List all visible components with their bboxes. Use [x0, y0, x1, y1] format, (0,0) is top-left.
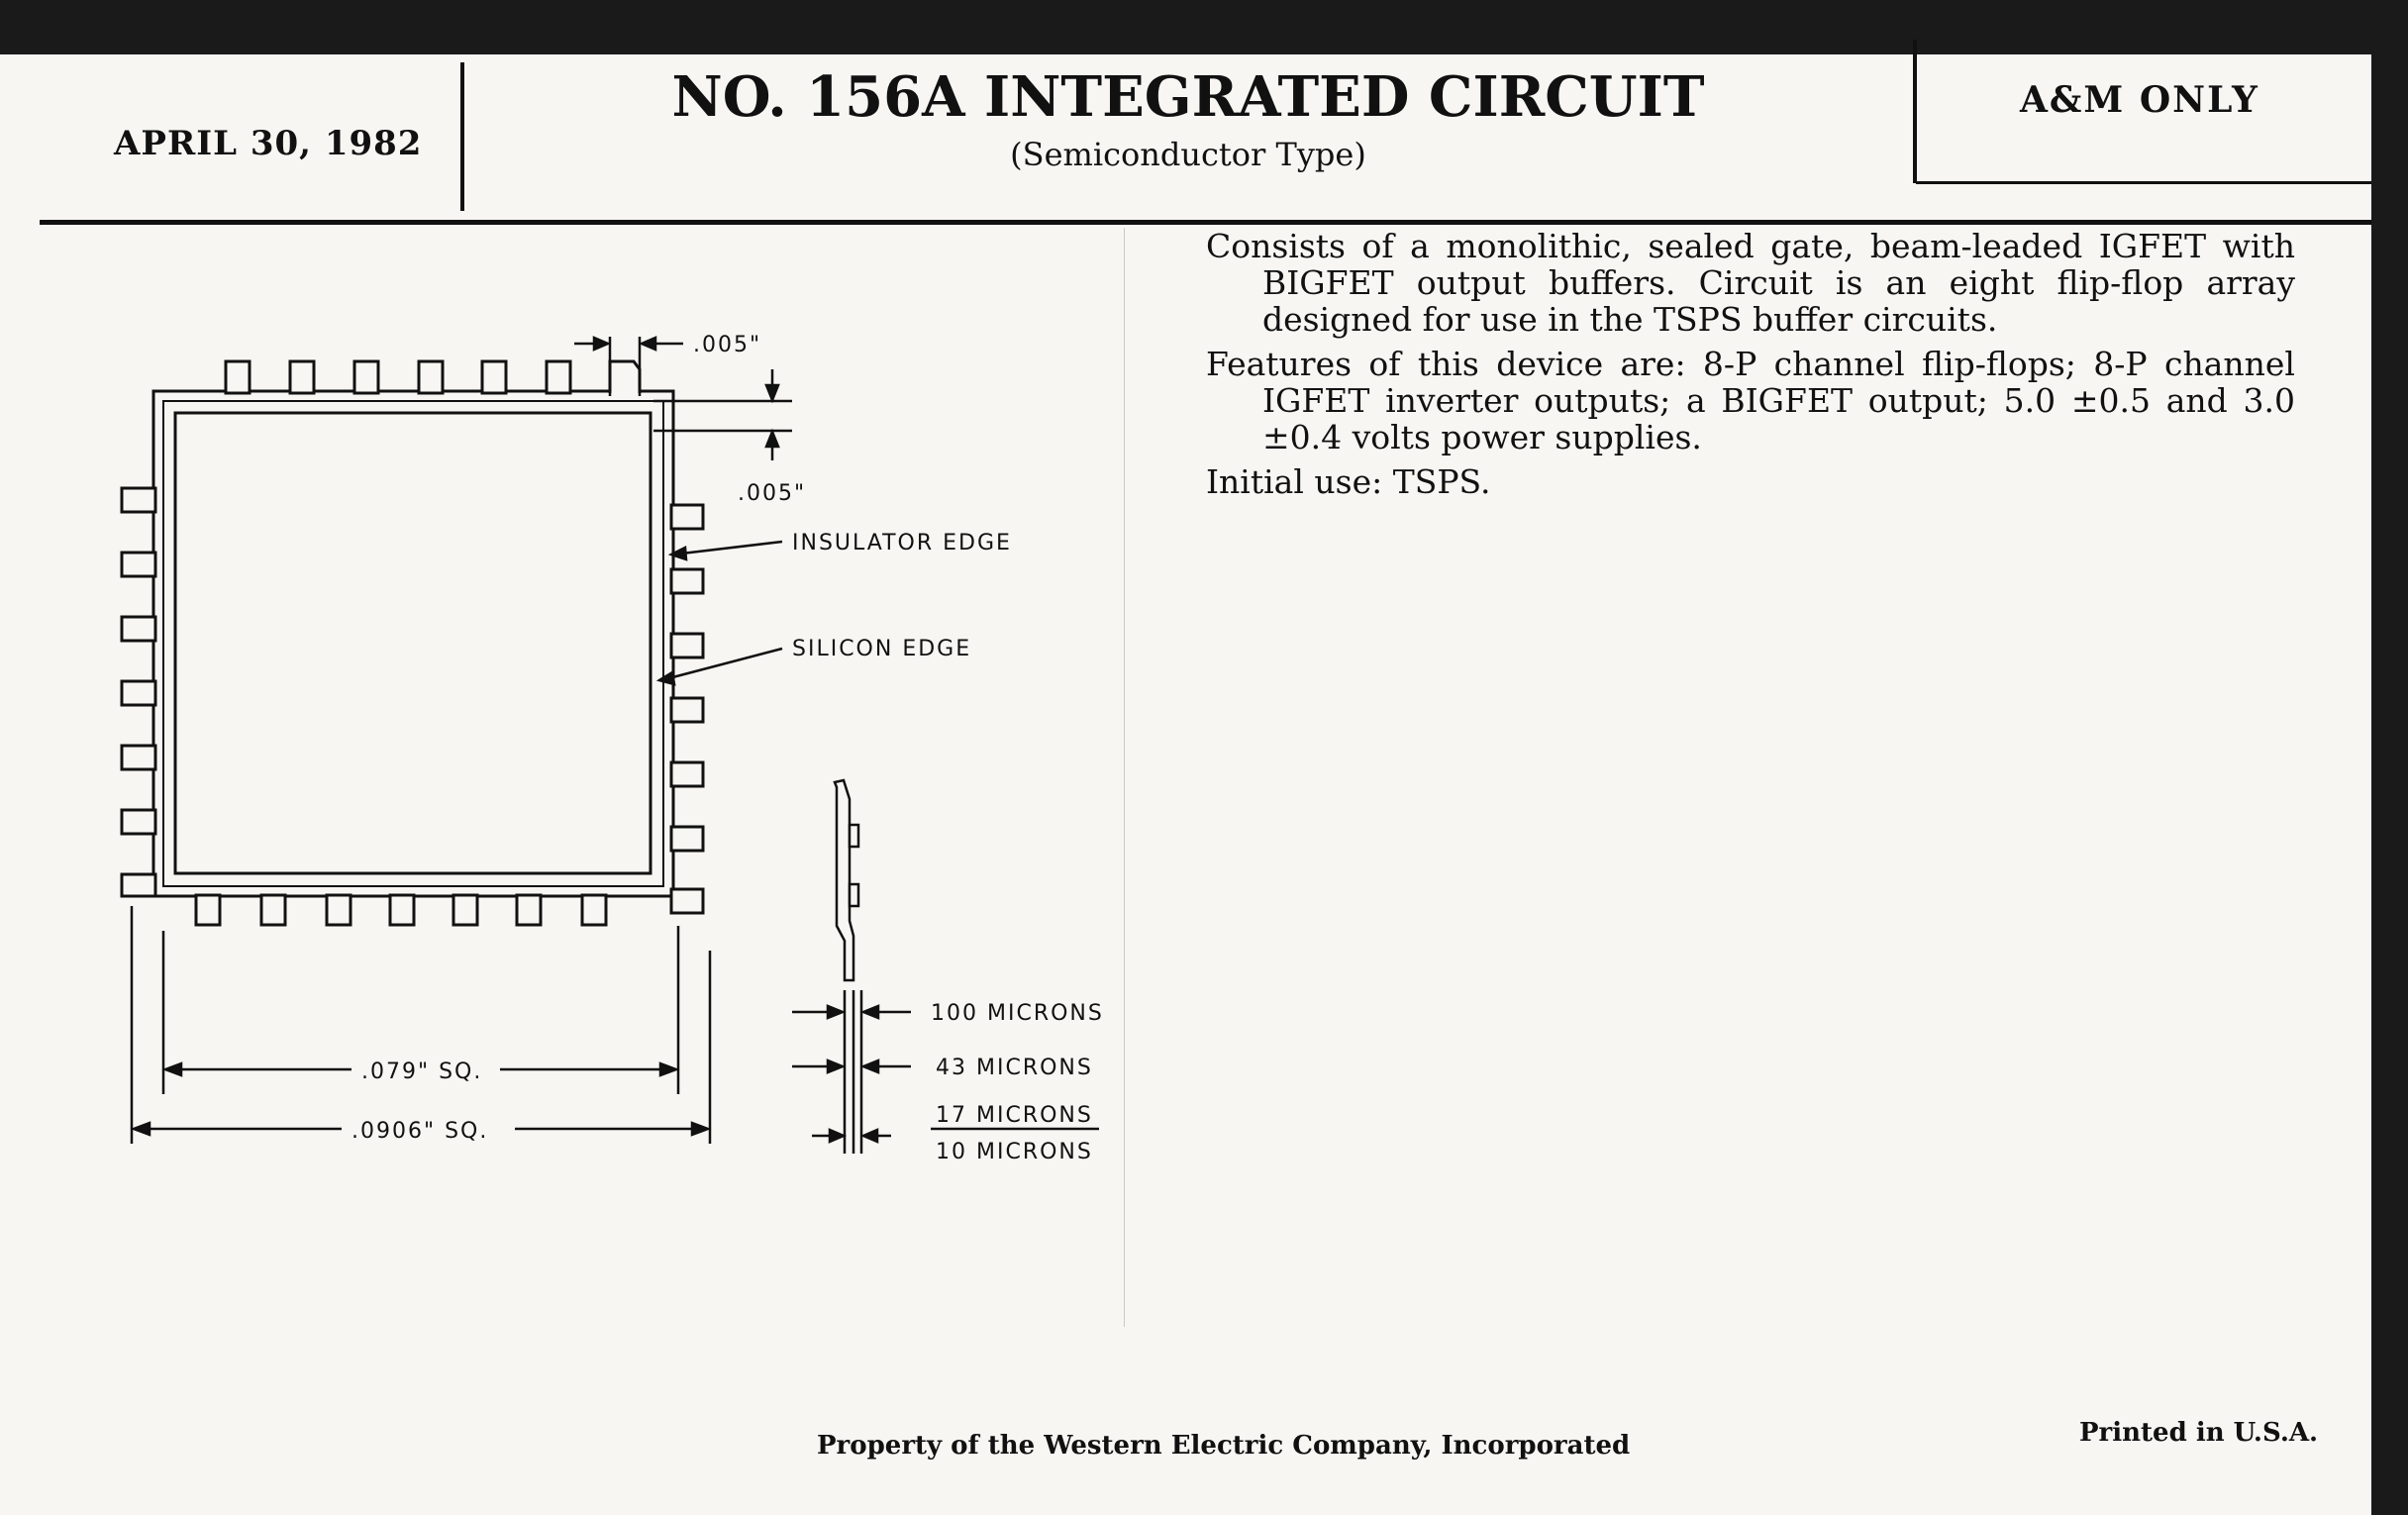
- scan-border: [2371, 0, 2408, 1515]
- top-beam-leads: [226, 361, 640, 393]
- silicon-outline: [163, 401, 663, 886]
- profile-dim-label: 17 MICRONS: [936, 1103, 1093, 1128]
- bottom-beam-leads: [196, 895, 606, 925]
- issue-date: APRIL 30, 1982: [114, 124, 423, 163]
- document-card: [0, 54, 2371, 1515]
- top-width-label: .005": [693, 333, 762, 357]
- description-paragraph: Initial use: TSPS.: [1206, 462, 1491, 501]
- page-subtitle: (Semiconductor Type): [1010, 136, 1366, 173]
- insulator-edge-label: INSULATOR EDGE: [792, 531, 1012, 556]
- profile-dim-label: 43 MICRONS: [936, 1056, 1093, 1080]
- inner-dimension-label: .079" SQ.: [361, 1060, 483, 1084]
- profile-dim-label: 10 MICRONS: [936, 1140, 1093, 1164]
- description-paragraph: Features of this device are: 8-P channel flip-flops; 8-P channel IGFET inverter outputs; a BIGFET output; 5.0 ±0.5 and 3.0 ±0.4 volts power supplies.: [1206, 345, 2295, 456]
- description: [1206, 228, 2295, 508]
- profile-view: [835, 780, 858, 980]
- profile-dim-label: 100 MICRONS: [931, 1001, 1104, 1026]
- header-rule-top-right: [1916, 181, 2371, 184]
- left-beam-leads: [122, 488, 155, 896]
- bottom-dimensions: [132, 906, 710, 1144]
- right-beam-leads: [671, 505, 703, 913]
- printed-notice: Printed in U.S.A.: [2079, 1418, 2319, 1448]
- insulator-outline: [153, 391, 673, 896]
- page-title: NO. 156A INTEGRATED CIRCUIT: [671, 64, 1705, 130]
- top-height-label: .005": [738, 481, 807, 506]
- property-notice: Property of the Western Electric Company, Incorporated: [817, 1431, 1631, 1461]
- chip-diagram: [0, 54, 1188, 1243]
- distribution-label: A&M ONLY: [2020, 79, 2259, 121]
- die-inner: [175, 413, 651, 873]
- outer-dimension-label: .0906" SQ.: [351, 1119, 489, 1144]
- edge-leaders: [659, 542, 782, 684]
- chip-outline: [153, 391, 673, 896]
- description-paragraph: Consists of a monolithic, sealed gate, beam-leaded IGFET with BIGFET output buffers. Circuit is an eight flip-flop array designed for use in the TSPS buffer circuits.: [1206, 227, 2295, 339]
- header-divider-right: [1913, 40, 1917, 183]
- silicon-edge-label: SILICON EDGE: [792, 637, 972, 661]
